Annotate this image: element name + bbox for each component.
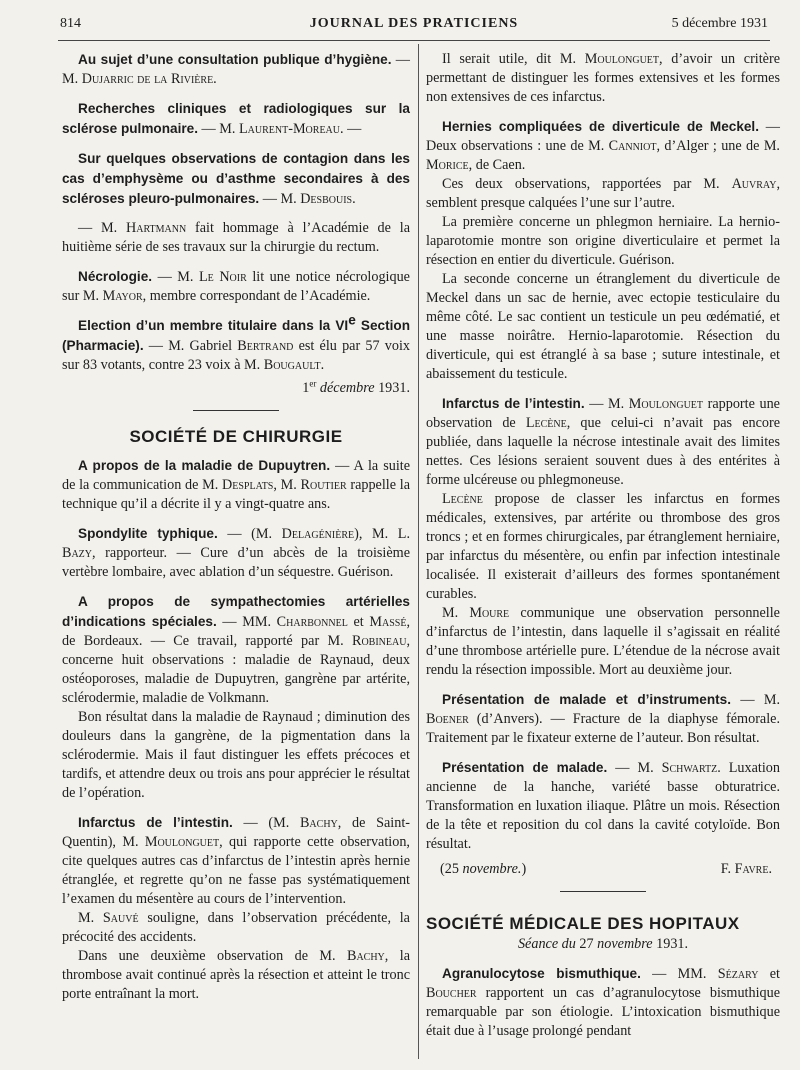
item-agranulocytose: Agranulocytose bismuthique. — MM. Sézary et Boucher rapportent un cas d’agranulocytose bismuthique remarquable par son étiologie. L’intoxication bismuthique était due à l’usage prolongé pendant <box>426 966 780 1039</box>
item-emphyseme: Sur quelques observations de contagion dans les cas d’emphysème ou d’asthme secondaires à des scléroses pleuro-pulmonaires. — M. Desbouis. <box>62 151 410 207</box>
item-meckel-seconde: La seconde concerne un étranglement du diverticule de Meckel dans un sac de hernie, avec ectopie testiculaire du même côté. Le sac contient un testicule un peu œdématié, et une masse noirâtre. Hernio-laparotomie. Résection du diverticule, qui est étranglé à sa base ; suture intestinale, et abaissement du testicule. <box>426 271 780 382</box>
page-header <box>60 16 768 38</box>
item-meckel-auvray: Ces deux observations, rapportées par M. Auvray, semblent presque calquées l’une sur l’autre. <box>426 176 780 211</box>
item-necrologie: Nécrologie. — M. Le Noir lit une notice nécrologique sur M. Mayor, membre correspondant de l’Académie. <box>62 269 410 304</box>
item-presentation-instruments: Présentation de malade et d’instruments. — M. Boener (d’Anvers). — Fracture de la diaphyse fémorale. Traitement par le fixateur externe de l’auteur. Bon résultat. <box>426 692 780 746</box>
item-infarctus-lecene: Infarctus de l’intestin. — M. Moulonguet rapporte une observation de Lecène, que celui-ci n’avait pas encore publiée, dans laquelle la nécrose intestinale avait des limites nettes. Ces lésions seraient souvent dues à des entérites à forme ulcéreuse ou phlegmoneuse. <box>426 396 780 488</box>
item-election: Election d’un membre titulaire dans la VIe Section (Pharmacie). — M. Gabriel Bertrand est élu par 57 voix sur 83 votants, contre 23 voix à M. Bougault. <box>62 312 411 373</box>
society-title-chirurgie: SOCIÉTÉ DE CHIRURGIE <box>129 427 343 446</box>
item-sympathectomies-cont: Bon résultat dans la maladie de Raynaud ; diminution des douleurs dans la gangrène, de la pigmentation dans la sclérodermie. Mais il faut distinguer les effets précoces et tardifs, et attendre deux ou trois ans pour apprécier le résultat de l’opération. <box>62 709 410 801</box>
item-critere: Il serait utile, dit M. Moulonguet, d’avoir un critère permettant de distinguer les formes extensives et les formes non extensives de ces infarctus. <box>426 51 780 105</box>
item-sauve: M. Sauvé souligne, dans l’observation précédente, la précocité des accidents. <box>62 910 410 945</box>
signature-date: (25 novembre.) <box>440 861 527 877</box>
column-divider <box>418 44 419 1059</box>
item-infarctus-bachy: Infarctus de l’intestin. — (M. Bachy, de Saint-Quentin), M. Moulonguet, qui rapporte cette observation, cite quelques autres cas d’infarctus de l’intestin après hernie étranglée, et regrette qu’on ne fasse pas systématiquement l’examen du mésentère au cours de l’intervention. <box>62 815 411 907</box>
section-separator <box>560 891 646 892</box>
journal-title: JOURNAL DES PRATICIENS <box>309 16 519 31</box>
item-moure: M. Moure communique une observation personnelle d’infarctus de l’intestin, dans laquelle il s’agissait en réalité d’une thrombose artérielle pure. L’étendue de la nécrose avait rendu la résection impossible. Mort au deuxième jour. <box>426 605 780 678</box>
item-dupuytren: A propos de la maladie de Dupuytren. — A la suite de la communication de M. Desplats, M. Routier rappelle la technique qu’il a décrite il y a vingt-quatre ans. <box>62 458 410 512</box>
issue-date: 5 décembre 1931 <box>671 16 768 31</box>
society-title-hopitaux: SOCIÉTÉ MÉDICALE DES HOPITAUX <box>426 914 740 933</box>
item-meckel: Hernies compliquées de diverticule de Meckel. — Deux observations : une de M. Canniot, d’Alger ; une de M. Morice, de Caen. <box>426 119 780 173</box>
item-bachy-second: Dans une deuxième observation de M. Bachy, la thrombose avait continué après la résection et atteint le tronc porte entraînant la mort. <box>62 948 410 1002</box>
right-column <box>426 50 780 1041</box>
section-separator <box>193 410 279 411</box>
item-presentation-malade: Présentation de malade. — M. Schwartz. Luxation ancienne de la hanche, variété basse obturatrice. Transformation en luxation iliaque. Plâtre un mois. Résection de la tête et reposition du col dans la cavité cotyloïde. Bon résultat. <box>426 760 780 852</box>
left-column <box>62 50 410 1004</box>
item-hartmann: — M. Hartmann fait hommage à l’Académie de la huitième série de ses travaux sur la chirurgie du rectum. <box>62 220 411 255</box>
seance-date: Séance du 27 novembre 1931. <box>517 936 689 952</box>
section-signature <box>426 860 780 879</box>
item-spondylite: Spondylite typhique. — (M. Delagénière), M. L. Bazy, rapporteur. — Cure d’un abcès de la troisième vertèbre lombaire, avec ablation d’un séquestre. Guérison. <box>62 526 410 580</box>
signature-author: F. Favre. <box>720 861 772 877</box>
item-meckel-premiere: La première concerne un phlegmon herniaire. La hernio-laparotomie montre son origine diverticulaire et permet la résection en entier du diverticule. Guérison. <box>426 214 780 268</box>
item-sympathectomies: A propos de sympathectomies artérielles d’indications spéciales. — MM. Charbonnel et Massé, de Bordeaux. — Ce travail, rapporté par M. Robineau, concerne huit observations : maladie de Raynaud, deux ostéoporoses, maladie de Dupuytren, gangrène par artérite, sclérodermie, maladie de Volkmann. <box>62 594 410 706</box>
header-rule <box>58 40 770 41</box>
item-sclerose: Recherches cliniques et radiologiques sur la sclérose pulmonaire. — M. Laurent-Moreau. — <box>62 101 410 137</box>
item-hygiene: Au sujet d’une consultation publique d’hygiène. — M. Dujarric de la Rivière. <box>62 52 410 87</box>
item-lecene-classe: Lecène propose de classer les infarctus en formes médicales, extensives, par artérite ou thrombose des gros troncs ; et en formes chirurgicales, par étranglement herniaire, par infarctus du mésentère, ou enfin par infection intestinale localisée. Il existerait d’ailleurs des formes spontanément curables. <box>426 491 780 602</box>
page-number: 814 <box>60 16 81 31</box>
section-date-signature: 1er décembre 1931. <box>302 378 410 396</box>
